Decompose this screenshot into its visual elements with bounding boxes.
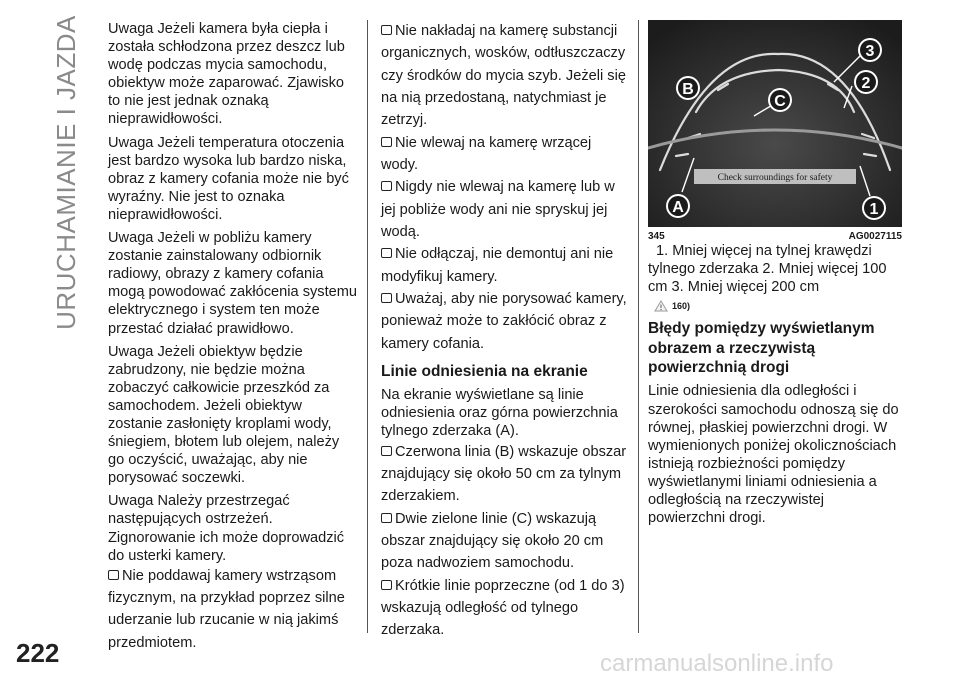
bullet-item bbox=[381, 288, 631, 355]
callout-1-label: 1 bbox=[869, 201, 879, 218]
bullet-item bbox=[381, 441, 631, 508]
callout-a-label: A bbox=[672, 199, 684, 216]
callout-a bbox=[666, 194, 690, 218]
bullet-text: Nie odłączaj, nie demontuj ani nie modyfikuj kamery. bbox=[381, 246, 614, 285]
checkbox-bullet-icon bbox=[381, 248, 392, 258]
checkbox-bullet-icon bbox=[381, 580, 392, 590]
bullet-item bbox=[108, 565, 358, 654]
section-sidebar-title bbox=[48, 14, 84, 330]
callout-2 bbox=[854, 70, 878, 94]
note-paragraph: Uwaga Jeżeli kamera była ciepła i została schłodzona przez deszcz lub wodę podczas mycia samochodu, obiektyw może zaparować. Zjawisko to nie jest jednak oznaką nieprawidłowości. bbox=[108, 21, 345, 128]
bullet-text: Nie poddawaj kamery wstrząsom fizycznym, na przykład poprzez silne uderzanie lub rzucanie w nią jakimś przedmiotem. bbox=[108, 567, 345, 651]
column-divider bbox=[367, 20, 368, 633]
checkbox-bullet-icon bbox=[381, 446, 392, 456]
bullet-text: Uważaj, aby nie porysować kamery, ponieważ może to zakłócić obraz z kamery cofania. bbox=[381, 290, 627, 352]
callout-b bbox=[676, 76, 700, 100]
note-paragraph: Uwaga Należy przestrzegać następujących ostrzeżeń. Zignorowanie ich może doprowadzić do usterki kamery. bbox=[108, 493, 345, 564]
callout-2-label: 2 bbox=[861, 75, 871, 92]
note-paragraph: Uwaga Jeżeli obiektyw będzie zabrudzony, nie będzie można zobaczyć całkowicie przeszkód za samochodem. Jeżeli obiektyw zostanie zasłonięty kroplami wody, śniegiem, błotem lub olejem, należy go oczyścić, uważając, aby nie porysować soczewki. bbox=[108, 343, 340, 487]
checkbox-bullet-icon bbox=[381, 25, 392, 35]
bullet-item bbox=[381, 20, 631, 132]
bullet-text: Nie wlewaj na kamerę wrzącej wody. bbox=[381, 134, 592, 173]
checkbox-bullet-icon bbox=[108, 570, 119, 580]
bullet-text: Czerwona linia (B) wskazuje obszar znajdujący się około 50 cm za tylnym zderzakiem. bbox=[381, 443, 627, 505]
page-number: 222 bbox=[16, 638, 60, 668]
note-paragraph: Uwaga Jeżeli temperatura otoczenia jest bardzo wysoka lub bardzo niska, obraz z kamery cofania może nie być wyraźny. Nie jest to oznaka nieprawidłowości. bbox=[108, 134, 349, 223]
bullet-item bbox=[381, 132, 631, 177]
callout-3-label: 3 bbox=[865, 43, 875, 60]
bullet-item bbox=[381, 508, 631, 575]
section-title-text: URUCHAMIANIE I JAZDA bbox=[50, 14, 81, 330]
column-divider bbox=[638, 20, 639, 633]
section-heading: Błędy pomiędzy wyświetlanym obrazem a rzeczywistą powierzchnią drogi bbox=[648, 320, 875, 377]
column-3 bbox=[648, 242, 902, 532]
section-heading: Linie odniesienia na ekranie bbox=[381, 362, 588, 380]
callout-b-label: B bbox=[682, 81, 694, 98]
bullet-item bbox=[381, 575, 631, 642]
body-paragraph: Linie odniesienia dla odległości i szerokości samochodu odnoszą się do równej, płaskiej powierzchni drogi. W wymienionych poniżej okolicznościach istnieją rozbieżności pomiędzy wyświetlanymi liniami odniesienia a odległością na rzeczywistej powierzchni drogi. bbox=[648, 383, 899, 527]
column-2 bbox=[381, 20, 631, 642]
note-paragraph: Uwaga Jeżeli w pobliżu kamery zostanie zainstalowany odbiornik radiowy, obrazy z kamery cofania mogą powodować zakłócenia systemu elektrycznego i system ten może przestać działać prawidłowo. bbox=[108, 230, 358, 337]
callout-1 bbox=[862, 196, 886, 220]
bullet-item bbox=[381, 176, 631, 243]
bullet-text: Krótkie linie poprzeczne (od 1 do 3) wskazują odległość od tylnego zderzaka. bbox=[381, 577, 625, 639]
warning-triangle-icon bbox=[654, 300, 668, 312]
distance-list: 1. Mniej więcej na tylnej krawędzi tylnego zderzaka 2. Mniej więcej 100 cm 3. Mniej więcej 200 cm bbox=[648, 243, 887, 296]
checkbox-bullet-icon bbox=[381, 137, 392, 147]
callout-c bbox=[768, 88, 792, 112]
warning-reference-number: 160) bbox=[672, 301, 691, 312]
screen-message-text: Check surroundings for safety bbox=[717, 173, 833, 183]
bullet-text: Dwie zielone linie (C) wskazują obszar znajdujący się około 20 cm poza nadwoziem samochodu. bbox=[381, 510, 604, 572]
bullet-text: Nigdy nie wlewaj na kamerę lub w jej pobliże wody ani nie spryskuj jej wodą. bbox=[381, 179, 615, 240]
figure-number: 345 bbox=[648, 231, 665, 242]
bullet-text: Nie nakładaj na kamerę substancji organicznych, wosków, odtłuszczaczy czy środków do mycia szyb. Jeżeli się na nią przedostaną, natychmiast je zetrzyj. bbox=[381, 23, 626, 129]
checkbox-bullet-icon bbox=[381, 513, 392, 523]
watermark: carmanualsonline.info bbox=[600, 650, 834, 677]
rear-camera-illustration bbox=[648, 20, 902, 227]
intro-paragraph: Na ekranie wyświetlane są linie odniesienia oraz górna powierzchnia tylnego zderzaka (A). bbox=[381, 387, 618, 440]
column-1 bbox=[108, 20, 358, 659]
checkbox-bullet-icon bbox=[381, 181, 392, 191]
bullet-item bbox=[381, 243, 631, 288]
figure-code: AG0027115 bbox=[848, 231, 902, 242]
warning-reference bbox=[654, 300, 902, 312]
rear-camera-figure bbox=[648, 20, 902, 227]
checkbox-bullet-icon bbox=[381, 293, 392, 303]
callout-c-label: C bbox=[774, 93, 786, 110]
callout-3 bbox=[858, 38, 882, 62]
